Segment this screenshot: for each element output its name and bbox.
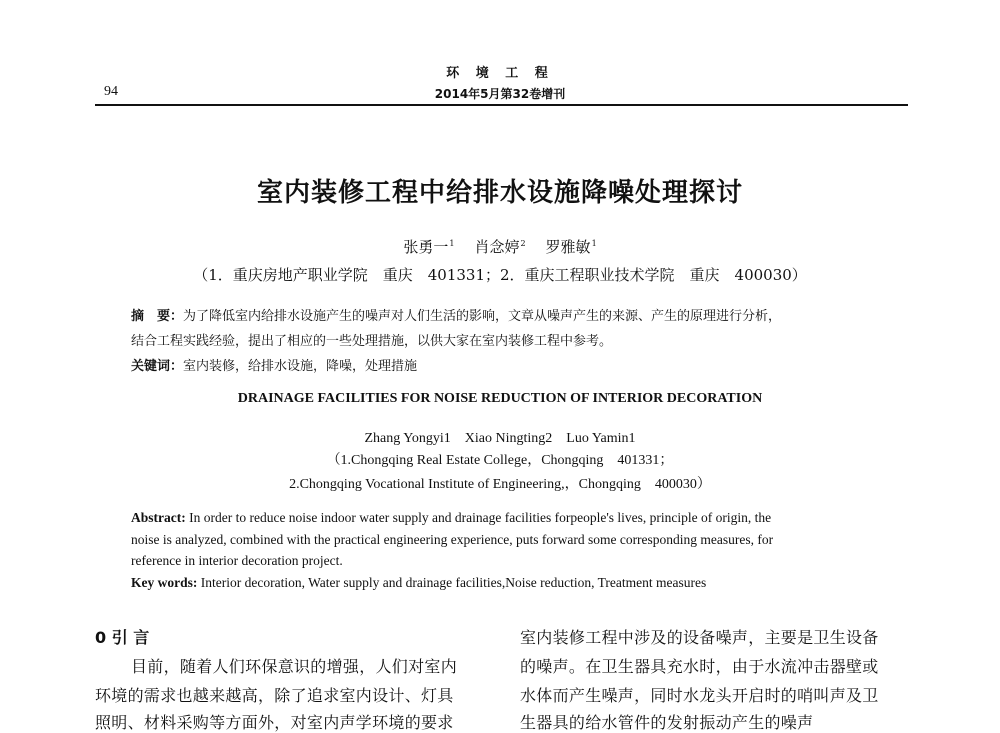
affiliation-en-line: 2.Chongqing Vocational Institute of Engineering,，Chongqing 400030） [289,477,711,492]
body-left-line: 目前，随着人们环保意识的增强，人们对室内 [131,657,458,676]
abstract-cn-text: 为了降低室内给排水设施产生的噪声对人们生活的影响，文章从噪声产生的来源、产生的原理进行分析， [183,309,782,324]
author-affiliation-mark: 1 [449,239,455,248]
authors-cn [0,236,1000,257]
keywords-cn-text: 室内装修，给排水设施，降噪，处理措施 [183,359,418,374]
issue-line: 2014年5月第32卷增刊 [434,87,566,101]
abstract-en-label: Abstract: [131,510,186,525]
paper-title-cn: 室内装修工程中给排水设施降噪处理探讨 [256,178,743,208]
body-left-line: 照明、材料采购等方面外，对室内声学环境的要求 [95,713,454,732]
author-name: 肖念婷 [474,238,520,256]
keywords-cn [131,355,417,374]
body-right-line: 生器具的给水管件的发射振动产生的噪声 [520,713,814,732]
abstract-cn-label: 摘 要： [131,309,184,324]
author-affiliation-mark: 2 [520,239,526,248]
keywords-en-label: Key words: [131,575,198,590]
keywords-en-text: Interior decoration, Water supply and drainage facilities,Noise reduction, Treatment measures [197,575,707,590]
affiliations-cn: （1．重庆房地产职业学院 重庆 401331；2．重庆工程职业技术学院 重庆 400030） [193,266,807,284]
keywords-en [131,575,706,591]
author-name: 罗雅敏 [545,238,591,256]
page-number: 94 [104,84,118,99]
paper-title-en: DRAINAGE FACILITIES FOR NOISE REDUCTION OF INTERIOR DECORATION [237,391,763,406]
journal-name: 环 境 工 程 [446,66,554,81]
body-right-line: 水体而产生噪声，同时水龙头开启时的哨叫声及卫 [520,686,879,705]
body-right-line: 室内装修工程中涉及的设备噪声，主要是卫生设备 [520,628,879,647]
abstract-en-line: noise is analyzed, combined with the practical engineering experience, puts forward some corresponding measures, for [131,532,774,547]
keywords-cn-label: 关键词： [131,359,184,374]
author-name: 张勇一 [403,238,449,256]
abstract-en-line: reference in interior decoration project. [131,553,343,568]
body-right-line: 的噪声。在卫生器具充水时，由于水流冲击器壁或 [520,657,879,676]
body-left-line: 环境的需求也越来越高，除了追求室内设计、灯具 [95,686,454,705]
author-affiliation-mark: 1 [591,239,597,248]
abstract-en-text: In order to reduce noise indoor water supply and drainage facilities forpeople's lives, principle of origin, the [185,510,772,525]
abstract-en-line [131,510,771,526]
header-rule [95,104,908,106]
abstract-cn-line: 结合工程实践经验，提出了相应的一些处理措施，以供大家在室内装修工程中参考。 [131,334,613,349]
abstract-cn-line [131,305,781,324]
affiliation-en-line: （1.Chongqing Real Estate College，Chongqing 401331； [326,453,674,468]
section-heading: 0 引 言 [95,628,150,647]
authors-en: Zhang Yongyi1 Xiao Ningting2 Luo Yamin1 [364,431,636,446]
